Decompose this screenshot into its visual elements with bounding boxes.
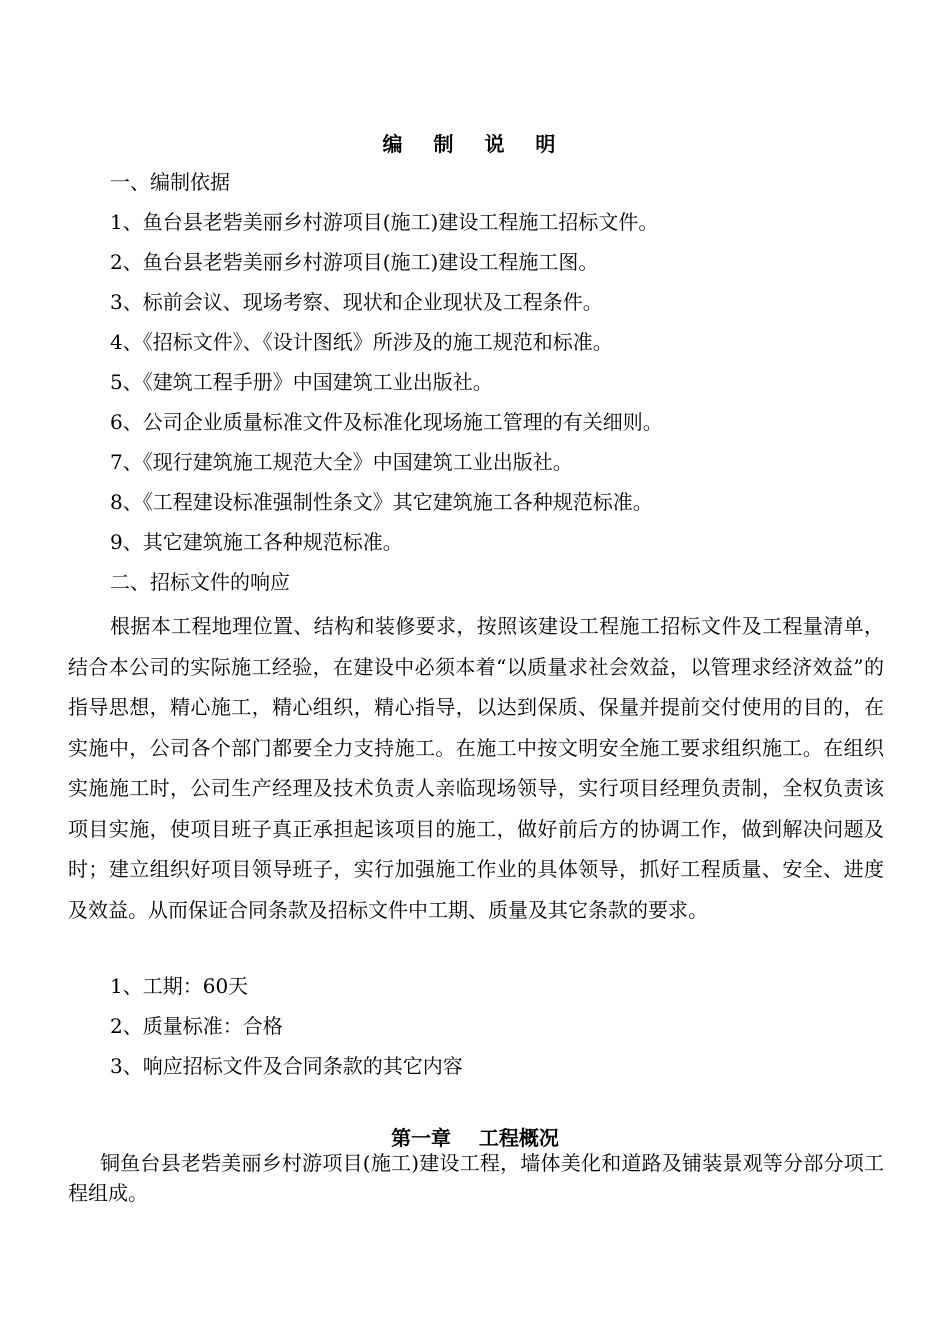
response-paragraph: 根据本工程地理位置、结构和装修要求，按照该建设工程施工招标文件及工程量清单，结合本公司的实际施工经验，在建设中必须本着“以质量求社会效益，以管理求经济效益”的指导思想，精心施工，精心组织，精心指导，以达到保质、保量并提前交付使用的目的，在实施中，公司各个部门都要全力支持施工。在施工中按文明安全施工要求组织施工。在组织实施施工时，公司生产经理及技术负责人亲临现场领导，实行项目经理负责制，全权负责该项目实施，使项目班子真正承担起该项目的施工，做好前后方的协调工作，做到解决问题及时；建立组织好项目领导班子，实行加强施工作业的具体领导，抓好工程质量、安全、进度及效益。从而保证合同条款及招标文件中工期、质量及其它条款的要求。 <box>68 614 884 922</box>
response-item: 3、响应招标文件及合同条款的其它内容 <box>110 1054 463 1078</box>
response-item: 2、质量标准：合格 <box>110 1014 283 1038</box>
chapter-title: 第一章 工程概况 <box>391 1126 559 1150</box>
list-item: 2、鱼台县老砦美丽乡村游项目(施工)建设工程施工图。 <box>110 250 599 274</box>
list-item: 3、标前会议、现场考察、现状和企业现状及工程条件。 <box>110 290 603 314</box>
list-item: 1、鱼台县老砦美丽乡村游项目(施工)建设工程施工招标文件。 <box>110 210 659 234</box>
section-heading-response: 二、招标文件的响应 <box>110 570 290 594</box>
list-item: 9、其它建筑施工各种规范标准。 <box>110 530 403 554</box>
document-title: 编 制 说 明 <box>382 132 568 156</box>
chapter-paragraph: 铜鱼台县老砦美丽乡村游项目(施工)建设工程，墙体美化和道路及铺装景观等分部分项工程组成。 <box>68 1151 884 1205</box>
list-item: 6、公司企业质量标准文件及标准化现场施工管理的有关细则。 <box>110 410 663 434</box>
list-item: 4、《招标文件》、《设计图纸》所涉及的施工规范和标准。 <box>110 330 613 354</box>
list-item: 7、《现行建筑施工规范大全》中国建筑工业出版社。 <box>110 450 573 474</box>
list-item: 8、《工程建设标准强制性条文》其它建筑施工各种规范标准。 <box>110 490 653 514</box>
section-heading-basis: 一、编制依据 <box>110 170 230 194</box>
list-item: 5、《建筑工程手册》中国建筑工业出版社。 <box>110 370 493 394</box>
response-item: 1、工期：60天 <box>110 974 249 998</box>
